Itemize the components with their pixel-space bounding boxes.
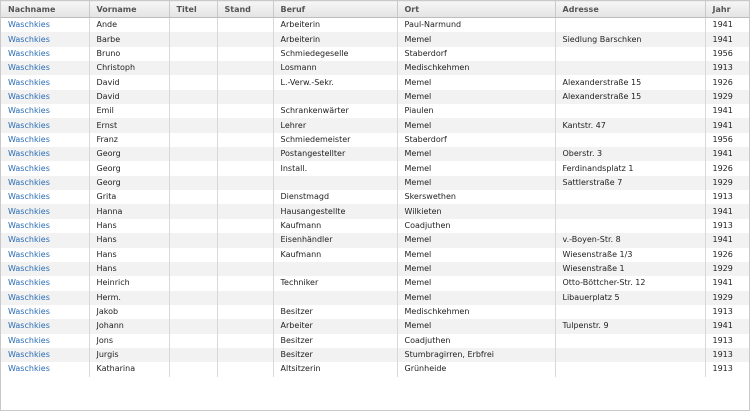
ort-cell: Memel — [397, 291, 555, 305]
titel-cell — [169, 161, 217, 175]
adresse-cell: Sattlerstraße 7 — [555, 176, 705, 190]
beruf-cell: Postangestellter — [273, 147, 397, 161]
vorname-cell: Emil — [89, 104, 169, 118]
vorname-cell: Ernst — [89, 118, 169, 132]
nachname-cell[interactable]: Waschkies — [1, 262, 89, 276]
jahr-cell: 1929 — [705, 262, 749, 276]
stand-cell — [217, 75, 273, 89]
titel-cell — [169, 176, 217, 190]
beruf-cell: Schmiedemeister — [273, 133, 397, 147]
vorname-cell: Barbe — [89, 32, 169, 46]
titel-cell — [169, 291, 217, 305]
vorname-cell: Grita — [89, 190, 169, 204]
vorname-cell: Katharina — [89, 362, 169, 376]
adresse-cell — [555, 190, 705, 204]
column-header-vorname[interactable]: Vorname — [89, 1, 169, 18]
jahr-cell: 1929 — [705, 90, 749, 104]
titel-cell — [169, 190, 217, 204]
vorname-cell: Herm. — [89, 291, 169, 305]
nachname-cell[interactable]: Waschkies — [1, 75, 89, 89]
ort-cell: Medischkehmen — [397, 305, 555, 319]
ort-cell: Medischkehmen — [397, 61, 555, 75]
jahr-cell: 1956 — [705, 133, 749, 147]
stand-cell — [217, 104, 273, 118]
beruf-cell: Schmiedegeselle — [273, 47, 397, 61]
stand-cell — [217, 233, 273, 247]
ort-cell: Memel — [397, 262, 555, 276]
beruf-cell: Techniker — [273, 276, 397, 290]
vorname-cell: Hanna — [89, 204, 169, 218]
adresse-cell: v.-Boyen-Str. 8 — [555, 233, 705, 247]
vorname-cell: Hans — [89, 219, 169, 233]
vorname-cell: Georg — [89, 161, 169, 175]
nachname-cell[interactable]: Waschkies — [1, 204, 89, 218]
titel-cell — [169, 219, 217, 233]
titel-cell — [169, 348, 217, 362]
beruf-cell: Hausangestellte — [273, 204, 397, 218]
table-row[interactable] — [1, 133, 749, 147]
ort-cell: Memel — [397, 276, 555, 290]
ort-cell: Wilkieten — [397, 204, 555, 218]
nachname-cell[interactable]: Waschkies — [1, 248, 89, 262]
beruf-cell: L.-Verw.-Sekr. — [273, 75, 397, 89]
titel-cell — [169, 362, 217, 376]
jahr-cell: 1941 — [705, 204, 749, 218]
beruf-cell: Besitzer — [273, 305, 397, 319]
titel-cell — [169, 319, 217, 333]
nachname-cell[interactable]: Waschkies — [1, 362, 89, 376]
ort-cell: Staberdorf — [397, 47, 555, 61]
stand-cell — [217, 32, 273, 46]
vorname-cell: David — [89, 75, 169, 89]
jahr-cell: 1941 — [705, 32, 749, 46]
titel-cell — [169, 61, 217, 75]
nachname-cell[interactable]: Waschkies — [1, 118, 89, 132]
stand-cell — [217, 348, 273, 362]
jahr-cell: 1929 — [705, 291, 749, 305]
table-row[interactable] — [1, 276, 749, 290]
adresse-cell: Tulpenstr. 9 — [555, 319, 705, 333]
beruf-cell: Kaufmann — [273, 248, 397, 262]
table-row[interactable] — [1, 75, 749, 89]
nachname-cell[interactable]: Waschkies — [1, 233, 89, 247]
titel-cell — [169, 32, 217, 46]
titel-cell — [169, 334, 217, 348]
nachname-cell[interactable]: Waschkies — [1, 219, 89, 233]
beruf-cell: Arbeiterin — [273, 32, 397, 46]
column-header-titel[interactable]: Titel — [169, 1, 217, 18]
jahr-cell: 1929 — [705, 176, 749, 190]
titel-cell — [169, 133, 217, 147]
stand-cell — [217, 219, 273, 233]
table-row[interactable] — [1, 190, 749, 204]
beruf-cell: Altsitzerin — [273, 362, 397, 376]
beruf-cell: Besitzer — [273, 334, 397, 348]
jahr-cell: 1913 — [705, 305, 749, 319]
beruf-cell: Arbeiterin — [273, 18, 397, 33]
table-row[interactable] — [1, 248, 749, 262]
adresse-cell: Alexanderstraße 15 — [555, 75, 705, 89]
table-row[interactable] — [1, 219, 749, 233]
beruf-cell: Dienstmagd — [273, 190, 397, 204]
table-row[interactable] — [1, 348, 749, 362]
nachname-cell[interactable]: Waschkies — [1, 32, 89, 46]
beruf-cell — [273, 90, 397, 104]
nachname-cell[interactable]: Waschkies — [1, 319, 89, 333]
column-header-beruf[interactable]: Beruf — [273, 1, 397, 18]
ort-cell: Memel — [397, 176, 555, 190]
stand-cell — [217, 161, 273, 175]
table-row[interactable] — [1, 118, 749, 132]
titel-cell — [169, 305, 217, 319]
vorname-cell: Ande — [89, 18, 169, 33]
adresse-cell: Wiesenstraße 1/3 — [555, 248, 705, 262]
stand-cell — [217, 204, 273, 218]
table-row[interactable] — [1, 176, 749, 190]
stand-cell — [217, 305, 273, 319]
jahr-cell: 1913 — [705, 362, 749, 376]
jahr-cell: 1941 — [705, 104, 749, 118]
nachname-cell[interactable]: Waschkies — [1, 305, 89, 319]
jahr-cell: 1913 — [705, 348, 749, 362]
adresse-cell — [555, 18, 705, 33]
titel-cell — [169, 248, 217, 262]
jahr-cell: 1913 — [705, 334, 749, 348]
stand-cell — [217, 190, 273, 204]
titel-cell — [169, 90, 217, 104]
adresse-cell — [555, 362, 705, 376]
table-header-row — [1, 1, 749, 18]
vorname-cell: Jons — [89, 334, 169, 348]
ort-cell: Skerswethen — [397, 190, 555, 204]
adresse-cell: Alexanderstraße 15 — [555, 90, 705, 104]
titel-cell — [169, 147, 217, 161]
adresse-cell — [555, 61, 705, 75]
table-row[interactable] — [1, 90, 749, 104]
ort-cell: Grünheide — [397, 362, 555, 376]
ort-cell: Staberdorf — [397, 133, 555, 147]
nachname-cell[interactable]: Waschkies — [1, 47, 89, 61]
adresse-cell — [555, 104, 705, 118]
titel-cell — [169, 75, 217, 89]
nachname-cell[interactable]: Waschkies — [1, 161, 89, 175]
vorname-cell: Hans — [89, 233, 169, 247]
vorname-cell: Hans — [89, 262, 169, 276]
stand-cell — [217, 248, 273, 262]
table-row[interactable] — [1, 161, 749, 175]
stand-cell — [217, 47, 273, 61]
table-row[interactable] — [1, 47, 749, 61]
adresse-cell — [555, 348, 705, 362]
beruf-cell: Lehrer — [273, 118, 397, 132]
adresse-cell: Kantstr. 47 — [555, 118, 705, 132]
column-header-adresse[interactable]: Adresse — [555, 1, 705, 18]
stand-cell — [217, 61, 273, 75]
stand-cell — [217, 319, 273, 333]
jahr-cell: 1913 — [705, 61, 749, 75]
nachname-cell[interactable]: Waschkies — [1, 176, 89, 190]
stand-cell — [217, 133, 273, 147]
column-header-stand[interactable]: Stand — [217, 1, 273, 18]
titel-cell — [169, 204, 217, 218]
column-header-ort[interactable]: Ort — [397, 1, 555, 18]
table-row[interactable] — [1, 61, 749, 75]
stand-cell — [217, 90, 273, 104]
jahr-cell: 1913 — [705, 190, 749, 204]
nachname-cell[interactable]: Waschkies — [1, 190, 89, 204]
vorname-cell: Johann — [89, 319, 169, 333]
ort-cell: Memel — [397, 233, 555, 247]
column-header-jahr[interactable]: Jahr — [705, 1, 749, 18]
table-row[interactable] — [1, 362, 749, 376]
beruf-cell — [273, 291, 397, 305]
beruf-cell: Schrankenwärter — [273, 104, 397, 118]
ort-cell: Coadjuthen — [397, 334, 555, 348]
stand-cell — [217, 291, 273, 305]
nachname-cell[interactable]: Waschkies — [1, 348, 89, 362]
stand-cell — [217, 334, 273, 348]
beruf-cell: Kaufmann — [273, 219, 397, 233]
vorname-cell: Christoph — [89, 61, 169, 75]
adresse-cell — [555, 334, 705, 348]
jahr-cell: 1913 — [705, 219, 749, 233]
jahr-cell: 1941 — [705, 118, 749, 132]
adresse-cell: Wiesenstraße 1 — [555, 262, 705, 276]
nachname-cell[interactable]: Waschkies — [1, 61, 89, 75]
nachname-cell[interactable]: Waschkies — [1, 90, 89, 104]
table-row[interactable] — [1, 18, 749, 33]
vorname-cell: Franz — [89, 133, 169, 147]
ort-cell: Memel — [397, 147, 555, 161]
adresse-cell — [555, 47, 705, 61]
ort-cell: Memel — [397, 161, 555, 175]
beruf-cell — [273, 176, 397, 190]
ort-cell: Piaulen — [397, 104, 555, 118]
nachname-cell[interactable]: Waschkies — [1, 18, 89, 33]
vorname-cell: Georg — [89, 147, 169, 161]
vorname-cell: Bruno — [89, 47, 169, 61]
table-row[interactable] — [1, 233, 749, 247]
titel-cell — [169, 262, 217, 276]
adresse-cell: Oberstr. 3 — [555, 147, 705, 161]
titel-cell — [169, 18, 217, 33]
jahr-cell: 1941 — [705, 18, 749, 33]
beruf-cell — [273, 262, 397, 276]
beruf-cell: Install. — [273, 161, 397, 175]
table-row[interactable] — [1, 262, 749, 276]
ort-cell: Memel — [397, 319, 555, 333]
vorname-cell: Hans — [89, 248, 169, 262]
ort-cell: Memel — [397, 90, 555, 104]
titel-cell — [169, 233, 217, 247]
adresse-cell — [555, 204, 705, 218]
table-row[interactable] — [1, 319, 749, 333]
nachname-cell[interactable]: Waschkies — [1, 104, 89, 118]
vorname-cell: Jurgis — [89, 348, 169, 362]
table-row[interactable] — [1, 334, 749, 348]
stand-cell — [217, 147, 273, 161]
results-table — [1, 0, 749, 377]
vorname-cell: Georg — [89, 176, 169, 190]
beruf-cell: Arbeiter — [273, 319, 397, 333]
adresse-cell: Otto-Böttcher-Str. 12 — [555, 276, 705, 290]
jahr-cell: 1926 — [705, 161, 749, 175]
jahr-cell: 1941 — [705, 147, 749, 161]
ort-cell: Memel — [397, 248, 555, 262]
table-row[interactable] — [1, 147, 749, 161]
adresse-cell: Siedlung Barschken — [555, 32, 705, 46]
titel-cell — [169, 104, 217, 118]
adresse-cell — [555, 219, 705, 233]
jahr-cell: 1956 — [705, 47, 749, 61]
vorname-cell: Jakob — [89, 305, 169, 319]
jahr-cell: 1926 — [705, 75, 749, 89]
nachname-cell[interactable]: Waschkies — [1, 334, 89, 348]
stand-cell — [217, 262, 273, 276]
table-row[interactable] — [1, 305, 749, 319]
ort-cell: Memel — [397, 75, 555, 89]
table-row[interactable] — [1, 204, 749, 218]
stand-cell — [217, 118, 273, 132]
titel-cell — [169, 118, 217, 132]
jahr-cell: 1926 — [705, 248, 749, 262]
ort-cell: Paul-Narmund — [397, 18, 555, 33]
titel-cell — [169, 47, 217, 61]
beruf-cell: Besitzer — [273, 348, 397, 362]
adresse-cell: Libauerplatz 5 — [555, 291, 705, 305]
ort-cell: Stumbragirren, Erbfrei — [397, 348, 555, 362]
jahr-cell: 1941 — [705, 276, 749, 290]
stand-cell — [217, 362, 273, 376]
adresse-cell — [555, 133, 705, 147]
stand-cell — [217, 276, 273, 290]
table-row[interactable] — [1, 104, 749, 118]
jahr-cell: 1941 — [705, 233, 749, 247]
beruf-cell: Eisenhändler — [273, 233, 397, 247]
nachname-cell[interactable]: Waschkies — [1, 276, 89, 290]
adresse-cell — [555, 305, 705, 319]
titel-cell — [169, 276, 217, 290]
jahr-cell: 1941 — [705, 319, 749, 333]
adresse-cell: Ferdinandsplatz 1 — [555, 161, 705, 175]
nachname-cell[interactable]: Waschkies — [1, 133, 89, 147]
stand-cell — [217, 18, 273, 33]
nachname-cell[interactable]: Waschkies — [1, 147, 89, 161]
ort-cell: Memel — [397, 32, 555, 46]
column-header-nachname[interactable]: Nachname — [1, 1, 89, 18]
nachname-cell[interactable]: Waschkies — [1, 291, 89, 305]
vorname-cell: David — [89, 90, 169, 104]
ort-cell: Memel — [397, 118, 555, 132]
beruf-cell: Losmann — [273, 61, 397, 75]
table-row[interactable] — [1, 291, 749, 305]
ort-cell: Coadjuthen — [397, 219, 555, 233]
stand-cell — [217, 176, 273, 190]
vorname-cell: Heinrich — [89, 276, 169, 290]
table-row[interactable] — [1, 32, 749, 46]
